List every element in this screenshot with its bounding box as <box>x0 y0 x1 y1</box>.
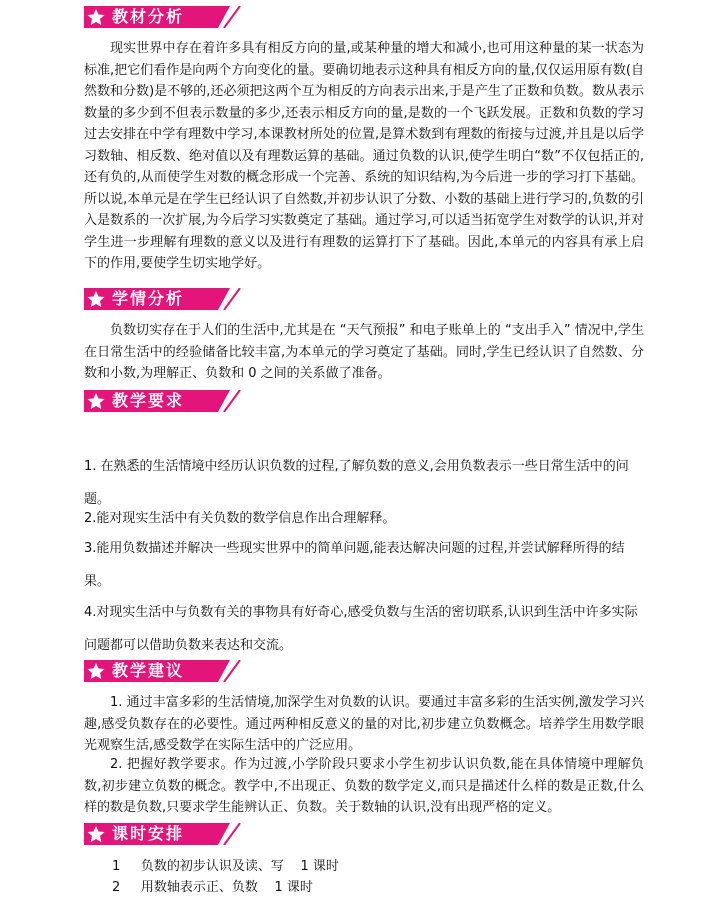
section-title: 教材分析 <box>112 7 185 26</box>
requirement-item-2: 2.能对现实生活中有关负数的数学信息作出合理解释。 <box>84 511 396 526</box>
suggestion-item-2: 2. 把握好教学要求。作为过渡,小学阶段只要求小学生初步认识负数,能在具体情境中理解负数,初步建立负数的概念。教学中,不出现正、负数的数学定义,而只是描述什么样的数是正数,什么样的数是负数,只要求学生能辨认正、负数。关于数轴的认识,没有出现严格的定义。 <box>84 757 644 815</box>
section-title: 课时安排 <box>112 824 185 843</box>
section-header-teaching-suggestions <box>84 660 244 682</box>
section-title: 学情分析 <box>112 289 185 308</box>
section-header-teaching-material <box>84 6 244 28</box>
requirement-item-4: 4.对现实生活中与负数有关的事物具有好奇心,感受负数与生活的密切联系,认识到生活中许多实际问题都可以借助负数来表达和交流。 <box>84 605 638 653</box>
requirement-item-1: 1. 在熟悉的生活情境中经历认识负数的过程,了解负数的意义,会用负数表示一些日常生活中的问题。 <box>84 459 629 507</box>
section-header-schedule <box>84 823 244 845</box>
requirement-item-3: 3.能用负数描述并解决一些现实世界中的简单问题,能表达解决问题的过程,并尝试解释所得的结果。 <box>84 541 625 589</box>
section-header-teaching-requirements <box>84 390 244 412</box>
schedule-item-1: 1 负数的初步认识及读、写 1 课时 <box>112 859 339 874</box>
student-analysis-paragraph: 负数切实存在于人们的生活中,尤其是在 “天气预报” 和电子账单上的 “支出手入” 情况中,学生在日常生活中的经验储备比较丰富,为本单元的学习奠定了基础。同时,学生已经认识了自然数、分数和小数,为理解正、负数和 0 之间的关系做了准备。 <box>84 323 644 381</box>
schedule-item-2: 2 用数轴表示正、负数 1 课时 <box>112 880 313 895</box>
section-header-student-analysis <box>84 288 244 310</box>
material-analysis-paragraph: 现实世界中存在着许多具有相反方向的量,或某种量的增大和减小,也可用这种量的某一状态为标准,把它们看作是向两个方向变化的量。要确切地表示这种具有相反方向的量,仅仅运用原有数(自然数和分数)是不够的,还必须把这两个互为相反的方向表示出来,于是产生了正数和负数。数从表示数量的多少到不但表示数量的多少,还表示相反方向的量,是数的一个飞跃发展。正数和负数的学习过去安排在中学有理数中学习,本课教材所处的位置,是算术数到有理数的衔接与过渡,并且是以后学习数轴、相反数、绝对值以及有理数运算的基础。通过负数的认识,使学生明白“数”不仅包括正的,还有负的,从而使学生对数的概念形成一个完善、系统的知识结构,为今后进一步的学习打下基础。所以说,本单元是在学生已经认识了自然数,并初步认识了分数、小数的基础上进行学习的,负数的引入是数系的一次扩展,为今后学习实数奠定了基础。通过学习,可以适当拓宽学生对数学的认识,并对学生进一步理解有理数的意义以及进行有理数的运算打下了基础。因此,本单元的内容具有承上启下的作用,要使学生切实地学好。 <box>84 41 644 271</box>
suggestion-item-1: 1. 通过丰富多彩的生活情境,加深学生对负数的认识。要通过丰富多彩的生活实例,激发学习兴趣,感受负数存在的必要性。通过两种相反意义的量的对比,初步建立负数概念。培养学生用数学眼光观察生活,感受数学在实际生活中的广泛应用。 <box>84 695 644 753</box>
section-title: 教学建议 <box>112 661 185 680</box>
section-title: 教学要求 <box>112 391 185 410</box>
